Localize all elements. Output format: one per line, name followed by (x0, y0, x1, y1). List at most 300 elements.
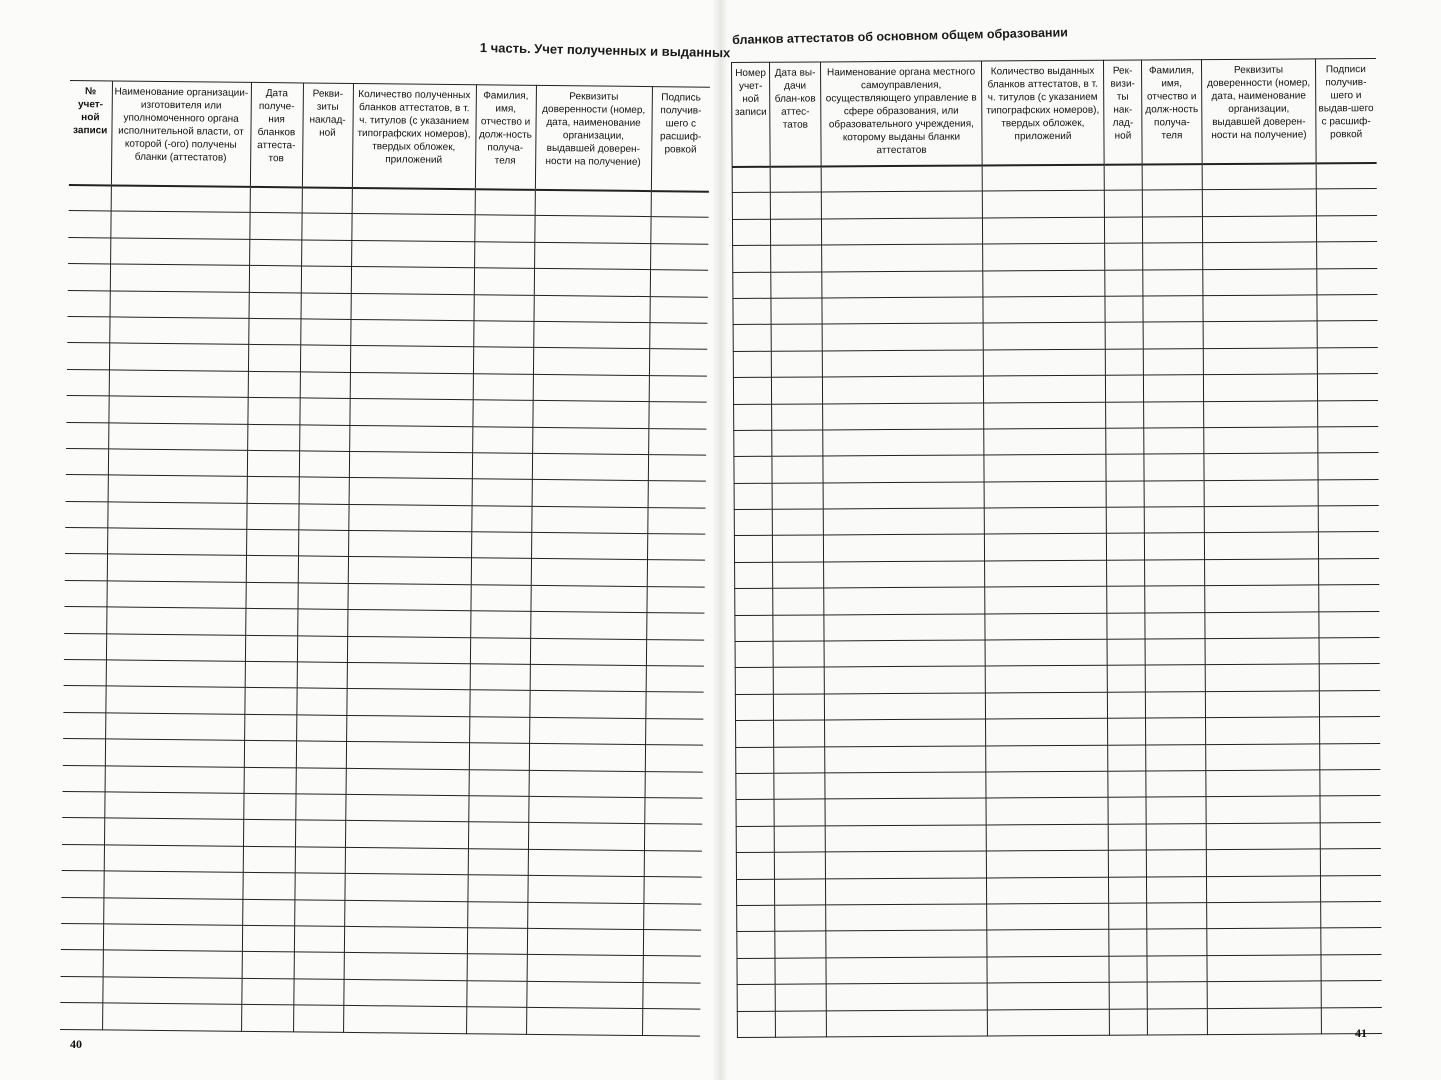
table-cell[interactable] (733, 325, 771, 352)
table-cell[interactable] (987, 903, 1109, 930)
table-cell[interactable] (534, 269, 650, 297)
table-cell[interactable] (1109, 929, 1147, 956)
table-cell[interactable] (735, 694, 773, 721)
table-cell[interactable] (532, 480, 648, 508)
table-cell[interactable] (1147, 929, 1207, 956)
table-cell[interactable] (647, 534, 705, 561)
table-cell[interactable] (771, 324, 822, 351)
table-cell[interactable] (1321, 981, 1381, 1008)
table-cell[interactable] (821, 191, 982, 218)
table-cell[interactable] (734, 457, 772, 484)
table-cell[interactable] (62, 844, 104, 871)
table-cell[interactable] (1320, 875, 1380, 902)
table-cell[interactable] (772, 483, 823, 510)
table-cell[interactable] (773, 562, 824, 589)
table-cell[interactable] (984, 534, 1106, 561)
table-cell[interactable] (1107, 560, 1145, 587)
table-cell[interactable] (736, 826, 774, 853)
table-cell[interactable] (1143, 296, 1203, 323)
table-cell[interactable] (469, 743, 529, 770)
table-cell[interactable] (1204, 400, 1318, 427)
table-cell[interactable] (1203, 268, 1317, 295)
table-cell[interactable] (825, 772, 986, 799)
table-cell[interactable] (466, 980, 526, 1007)
table-cell[interactable] (1106, 428, 1144, 455)
table-cell[interactable] (534, 242, 650, 270)
table-cell[interactable] (735, 615, 773, 642)
table-cell[interactable] (1317, 347, 1377, 374)
table-cell[interactable] (531, 532, 647, 560)
table-cell[interactable] (1204, 506, 1318, 533)
table-cell[interactable] (1144, 428, 1204, 455)
table-cell[interactable] (824, 666, 985, 693)
table-cell[interactable] (774, 878, 825, 905)
table-cell[interactable] (108, 422, 247, 450)
table-cell[interactable] (106, 581, 245, 609)
table-cell[interactable] (470, 637, 530, 664)
table-cell[interactable] (62, 791, 104, 818)
table-cell[interactable] (351, 293, 474, 321)
table-cell[interactable] (526, 981, 642, 1009)
table-cell[interactable] (106, 634, 245, 662)
table-cell[interactable] (1319, 585, 1379, 612)
table-cell[interactable] (736, 747, 774, 774)
table-cell[interactable] (467, 875, 527, 902)
table-cell[interactable] (110, 290, 249, 318)
table-cell[interactable] (825, 878, 986, 905)
table-cell[interactable] (63, 712, 105, 739)
table-cell[interactable] (535, 189, 651, 217)
table-cell[interactable] (1109, 982, 1147, 1009)
table-cell[interactable] (531, 559, 647, 587)
table-cell[interactable] (1147, 903, 1207, 930)
table-cell[interactable] (530, 585, 646, 613)
table-cell[interactable] (1204, 532, 1318, 559)
table-cell[interactable] (344, 900, 467, 928)
table-cell[interactable] (824, 561, 985, 588)
table-cell[interactable] (246, 503, 298, 530)
table-cell[interactable] (349, 451, 472, 479)
table-cell[interactable] (534, 216, 650, 244)
table-cell[interactable] (737, 958, 775, 985)
table-cell[interactable] (1318, 453, 1378, 480)
table-cell[interactable] (648, 481, 706, 508)
table-cell[interactable] (984, 428, 1106, 455)
table-cell[interactable] (1107, 613, 1145, 640)
table-cell[interactable] (471, 505, 531, 532)
table-cell[interactable] (772, 403, 823, 430)
table-cell[interactable] (472, 426, 532, 453)
table-cell[interactable] (300, 319, 350, 346)
table-cell[interactable] (107, 554, 246, 582)
table-cell[interactable] (1107, 586, 1145, 613)
table-cell[interactable] (1317, 242, 1377, 269)
table-cell[interactable] (302, 187, 352, 214)
table-cell[interactable] (469, 690, 529, 717)
table-cell[interactable] (475, 189, 535, 216)
table-cell[interactable] (63, 765, 105, 792)
table-cell[interactable] (645, 745, 703, 772)
table-cell[interactable] (1202, 216, 1316, 243)
table-cell[interactable] (1321, 954, 1381, 981)
table-cell[interactable] (347, 583, 470, 611)
table-cell[interactable] (825, 719, 986, 746)
table-cell[interactable] (645, 771, 703, 798)
table-cell[interactable] (108, 396, 247, 424)
table-cell[interactable] (467, 901, 527, 928)
table-cell[interactable] (772, 430, 823, 457)
table-cell[interactable] (1109, 956, 1147, 983)
table-cell[interactable] (985, 692, 1107, 719)
table-cell[interactable] (346, 742, 469, 770)
table-cell[interactable] (1108, 718, 1146, 745)
table-cell[interactable] (249, 213, 301, 240)
table-cell[interactable] (1318, 532, 1378, 559)
table-cell[interactable] (773, 667, 824, 694)
table-cell[interactable] (346, 768, 469, 796)
table-cell[interactable] (644, 850, 702, 877)
table-cell[interactable] (467, 928, 527, 955)
table-cell[interactable] (469, 769, 529, 796)
table-cell[interactable] (468, 796, 528, 823)
table-cell[interactable] (1144, 533, 1204, 560)
table-cell[interactable] (986, 850, 1108, 877)
table-cell[interactable] (474, 242, 534, 269)
table-cell[interactable] (351, 240, 474, 268)
table-cell[interactable] (734, 483, 772, 510)
table-cell[interactable] (106, 607, 245, 635)
table-cell[interactable] (1145, 639, 1205, 666)
table-cell[interactable] (66, 448, 108, 475)
table-cell[interactable] (345, 794, 468, 822)
table-cell[interactable] (65, 528, 107, 555)
table-cell[interactable] (987, 956, 1109, 983)
table-cell[interactable] (1319, 638, 1379, 665)
table-cell[interactable] (298, 556, 348, 583)
table-cell[interactable] (297, 583, 347, 610)
table-cell[interactable] (243, 846, 295, 873)
table-cell[interactable] (732, 219, 770, 246)
table-cell[interactable] (473, 373, 533, 400)
table-cell[interactable] (242, 873, 294, 900)
table-cell[interactable] (983, 296, 1105, 323)
table-cell[interactable] (773, 641, 824, 668)
table-cell[interactable] (529, 717, 645, 745)
table-cell[interactable] (1144, 401, 1204, 428)
table-cell[interactable] (734, 509, 772, 536)
table-cell[interactable] (1205, 585, 1319, 612)
table-cell[interactable] (1320, 717, 1380, 744)
table-cell[interactable] (823, 429, 984, 456)
table-cell[interactable] (1319, 611, 1379, 638)
table-cell[interactable] (531, 506, 647, 534)
table-cell[interactable] (473, 347, 533, 374)
table-cell[interactable] (299, 451, 349, 478)
table-cell[interactable] (1205, 691, 1319, 718)
table-cell[interactable] (1320, 743, 1380, 770)
table-cell[interactable] (1106, 481, 1144, 508)
table-cell[interactable] (1320, 822, 1380, 849)
table-cell[interactable] (770, 219, 821, 246)
table-cell[interactable] (1316, 189, 1376, 216)
table-cell[interactable] (646, 586, 704, 613)
table-cell[interactable] (1207, 981, 1321, 1008)
table-cell[interactable] (1318, 400, 1378, 427)
table-cell[interactable] (467, 954, 527, 981)
table-cell[interactable] (63, 739, 105, 766)
table-cell[interactable] (736, 800, 774, 827)
table-cell[interactable] (108, 475, 247, 503)
table-cell[interactable] (1206, 875, 1320, 902)
table-cell[interactable] (246, 529, 298, 556)
table-cell[interactable] (469, 717, 529, 744)
table-cell[interactable] (474, 268, 534, 295)
table-cell[interactable] (646, 666, 704, 693)
table-cell[interactable] (293, 1005, 343, 1032)
table-cell[interactable] (244, 767, 296, 794)
table-cell[interactable] (249, 266, 301, 293)
table-cell[interactable] (244, 688, 296, 715)
table-cell[interactable] (1146, 744, 1206, 771)
table-cell[interactable] (61, 871, 103, 898)
table-cell[interactable] (645, 718, 703, 745)
table-cell[interactable] (774, 826, 825, 853)
table-cell[interactable] (68, 290, 110, 317)
table-cell[interactable] (983, 323, 1105, 350)
table-cell[interactable] (737, 932, 775, 959)
table-cell[interactable] (347, 610, 470, 638)
table-cell[interactable] (1105, 270, 1143, 297)
table-cell[interactable] (64, 580, 106, 607)
table-cell[interactable] (1320, 849, 1380, 876)
table-cell[interactable] (343, 979, 466, 1007)
table-cell[interactable] (297, 662, 347, 689)
table-cell[interactable] (642, 982, 700, 1009)
table-cell[interactable] (344, 874, 467, 902)
table-cell[interactable] (102, 1003, 241, 1031)
table-cell[interactable] (735, 562, 773, 589)
table-cell[interactable] (343, 1006, 466, 1034)
table-cell[interactable] (734, 404, 772, 431)
table-cell[interactable] (825, 825, 986, 852)
table-cell[interactable] (349, 399, 472, 427)
table-cell[interactable] (1206, 796, 1320, 823)
table-cell[interactable] (1143, 243, 1203, 270)
table-cell[interactable] (647, 507, 705, 534)
table-cell[interactable] (986, 771, 1108, 798)
table-cell[interactable] (105, 739, 244, 767)
table-cell[interactable] (66, 475, 108, 502)
table-cell[interactable] (104, 818, 243, 846)
table-cell[interactable] (774, 747, 825, 774)
table-cell[interactable] (62, 818, 104, 845)
table-cell[interactable] (736, 879, 774, 906)
table-cell[interactable] (772, 535, 823, 562)
table-cell[interactable] (1106, 507, 1144, 534)
table-cell[interactable] (733, 272, 771, 299)
table-cell[interactable] (1145, 691, 1205, 718)
table-cell[interactable] (66, 422, 108, 449)
table-cell[interactable] (110, 264, 249, 292)
table-cell[interactable] (1205, 612, 1319, 639)
table-cell[interactable] (61, 950, 103, 977)
table-cell[interactable] (65, 554, 107, 581)
table-cell[interactable] (826, 957, 987, 984)
table-cell[interactable] (822, 376, 983, 403)
table-cell[interactable] (103, 897, 242, 925)
table-cell[interactable] (985, 639, 1107, 666)
table-cell[interactable] (1147, 1008, 1207, 1035)
table-cell[interactable] (347, 662, 470, 690)
table-cell[interactable] (982, 191, 1104, 218)
table-cell[interactable] (105, 765, 244, 793)
table-cell[interactable] (470, 585, 530, 612)
table-cell[interactable] (1206, 823, 1320, 850)
table-cell[interactable] (109, 317, 248, 345)
table-cell[interactable] (1206, 770, 1320, 797)
table-cell[interactable] (63, 686, 105, 713)
table-cell[interactable] (243, 793, 295, 820)
table-cell[interactable] (1146, 771, 1206, 798)
table-cell[interactable] (529, 770, 645, 798)
table-cell[interactable] (1318, 426, 1378, 453)
table-cell[interactable] (60, 976, 102, 1003)
table-cell[interactable] (294, 926, 344, 953)
table-cell[interactable] (1316, 163, 1376, 190)
table-cell[interactable] (821, 218, 982, 245)
table-cell[interactable] (1203, 321, 1317, 348)
table-cell[interactable] (987, 1009, 1109, 1036)
table-cell[interactable] (1147, 955, 1207, 982)
table-cell[interactable] (532, 453, 648, 481)
table-cell[interactable] (1144, 507, 1204, 534)
table-cell[interactable] (983, 270, 1105, 297)
table-cell[interactable] (295, 794, 345, 821)
table-cell[interactable] (344, 953, 467, 981)
table-cell[interactable] (533, 374, 649, 402)
table-cell[interactable] (643, 956, 701, 983)
table-cell[interactable] (298, 504, 348, 531)
table-cell[interactable] (529, 744, 645, 772)
table-cell[interactable] (474, 294, 534, 321)
table-cell[interactable] (775, 905, 826, 932)
table-cell[interactable] (1144, 480, 1204, 507)
table-cell[interactable] (296, 767, 346, 794)
table-cell[interactable] (102, 977, 241, 1005)
table-cell[interactable] (296, 741, 346, 768)
table-cell[interactable] (470, 664, 530, 691)
table-cell[interactable] (348, 504, 471, 532)
table-cell[interactable] (643, 877, 701, 904)
table-cell[interactable] (301, 213, 351, 240)
table-cell[interactable] (466, 1007, 526, 1034)
table-cell[interactable] (772, 509, 823, 536)
table-cell[interactable] (350, 319, 473, 347)
table-cell[interactable] (1105, 349, 1143, 376)
table-cell[interactable] (299, 477, 349, 504)
table-cell[interactable] (1145, 612, 1205, 639)
table-cell[interactable] (825, 851, 986, 878)
table-cell[interactable] (1205, 559, 1319, 586)
table-cell[interactable] (986, 798, 1108, 825)
table-cell[interactable] (530, 664, 646, 692)
table-cell[interactable] (1203, 374, 1317, 401)
table-cell[interactable] (250, 186, 302, 213)
table-cell[interactable] (301, 292, 351, 319)
table-cell[interactable] (294, 899, 344, 926)
table-cell[interactable] (650, 270, 708, 297)
table-cell[interactable] (245, 582, 297, 609)
table-cell[interactable] (774, 852, 825, 879)
table-cell[interactable] (103, 950, 242, 978)
table-cell[interactable] (301, 240, 351, 267)
table-cell[interactable] (351, 267, 474, 295)
table-cell[interactable] (1146, 718, 1206, 745)
table-cell[interactable] (105, 686, 244, 714)
table-cell[interactable] (1207, 928, 1321, 955)
table-cell[interactable] (1107, 665, 1145, 692)
table-cell[interactable] (982, 217, 1104, 244)
table-cell[interactable] (294, 952, 344, 979)
table-cell[interactable] (985, 613, 1107, 640)
table-cell[interactable] (823, 482, 984, 509)
table-cell[interactable] (472, 479, 532, 506)
table-cell[interactable] (350, 372, 473, 400)
table-cell[interactable] (247, 398, 299, 425)
table-cell[interactable] (110, 238, 249, 266)
table-cell[interactable] (824, 587, 985, 614)
table-cell[interactable] (821, 165, 982, 192)
table-cell[interactable] (773, 588, 824, 615)
table-cell[interactable] (64, 633, 106, 660)
table-cell[interactable] (650, 243, 708, 270)
table-cell[interactable] (532, 400, 648, 428)
table-cell[interactable] (645, 692, 703, 719)
table-cell[interactable] (1143, 375, 1203, 402)
table-cell[interactable] (532, 427, 648, 455)
table-cell[interactable] (826, 983, 987, 1010)
table-cell[interactable] (249, 292, 301, 319)
table-cell[interactable] (985, 586, 1107, 613)
table-cell[interactable] (1316, 215, 1376, 242)
table-cell[interactable] (245, 635, 297, 662)
table-cell[interactable] (1105, 375, 1143, 402)
table-cell[interactable] (823, 455, 984, 482)
table-cell[interactable] (774, 773, 825, 800)
table-cell[interactable] (772, 456, 823, 483)
table-cell[interactable] (297, 609, 347, 636)
table-cell[interactable] (242, 925, 294, 952)
table-cell[interactable] (822, 350, 983, 377)
table-cell[interactable] (1146, 823, 1206, 850)
table-cell[interactable] (1143, 322, 1203, 349)
table-cell[interactable] (985, 560, 1107, 587)
table-cell[interactable] (732, 166, 770, 193)
table-cell[interactable] (1320, 796, 1380, 823)
table-cell[interactable] (1146, 876, 1206, 903)
table-cell[interactable] (1108, 771, 1146, 798)
table-cell[interactable] (296, 715, 346, 742)
table-cell[interactable] (775, 984, 826, 1011)
table-cell[interactable] (1145, 665, 1205, 692)
table-cell[interactable] (526, 1007, 642, 1035)
table-cell[interactable] (733, 298, 771, 325)
table-cell[interactable] (68, 211, 110, 238)
table-cell[interactable] (64, 659, 106, 686)
table-cell[interactable] (245, 661, 297, 688)
table-cell[interactable] (733, 377, 771, 404)
table-cell[interactable] (646, 613, 704, 640)
